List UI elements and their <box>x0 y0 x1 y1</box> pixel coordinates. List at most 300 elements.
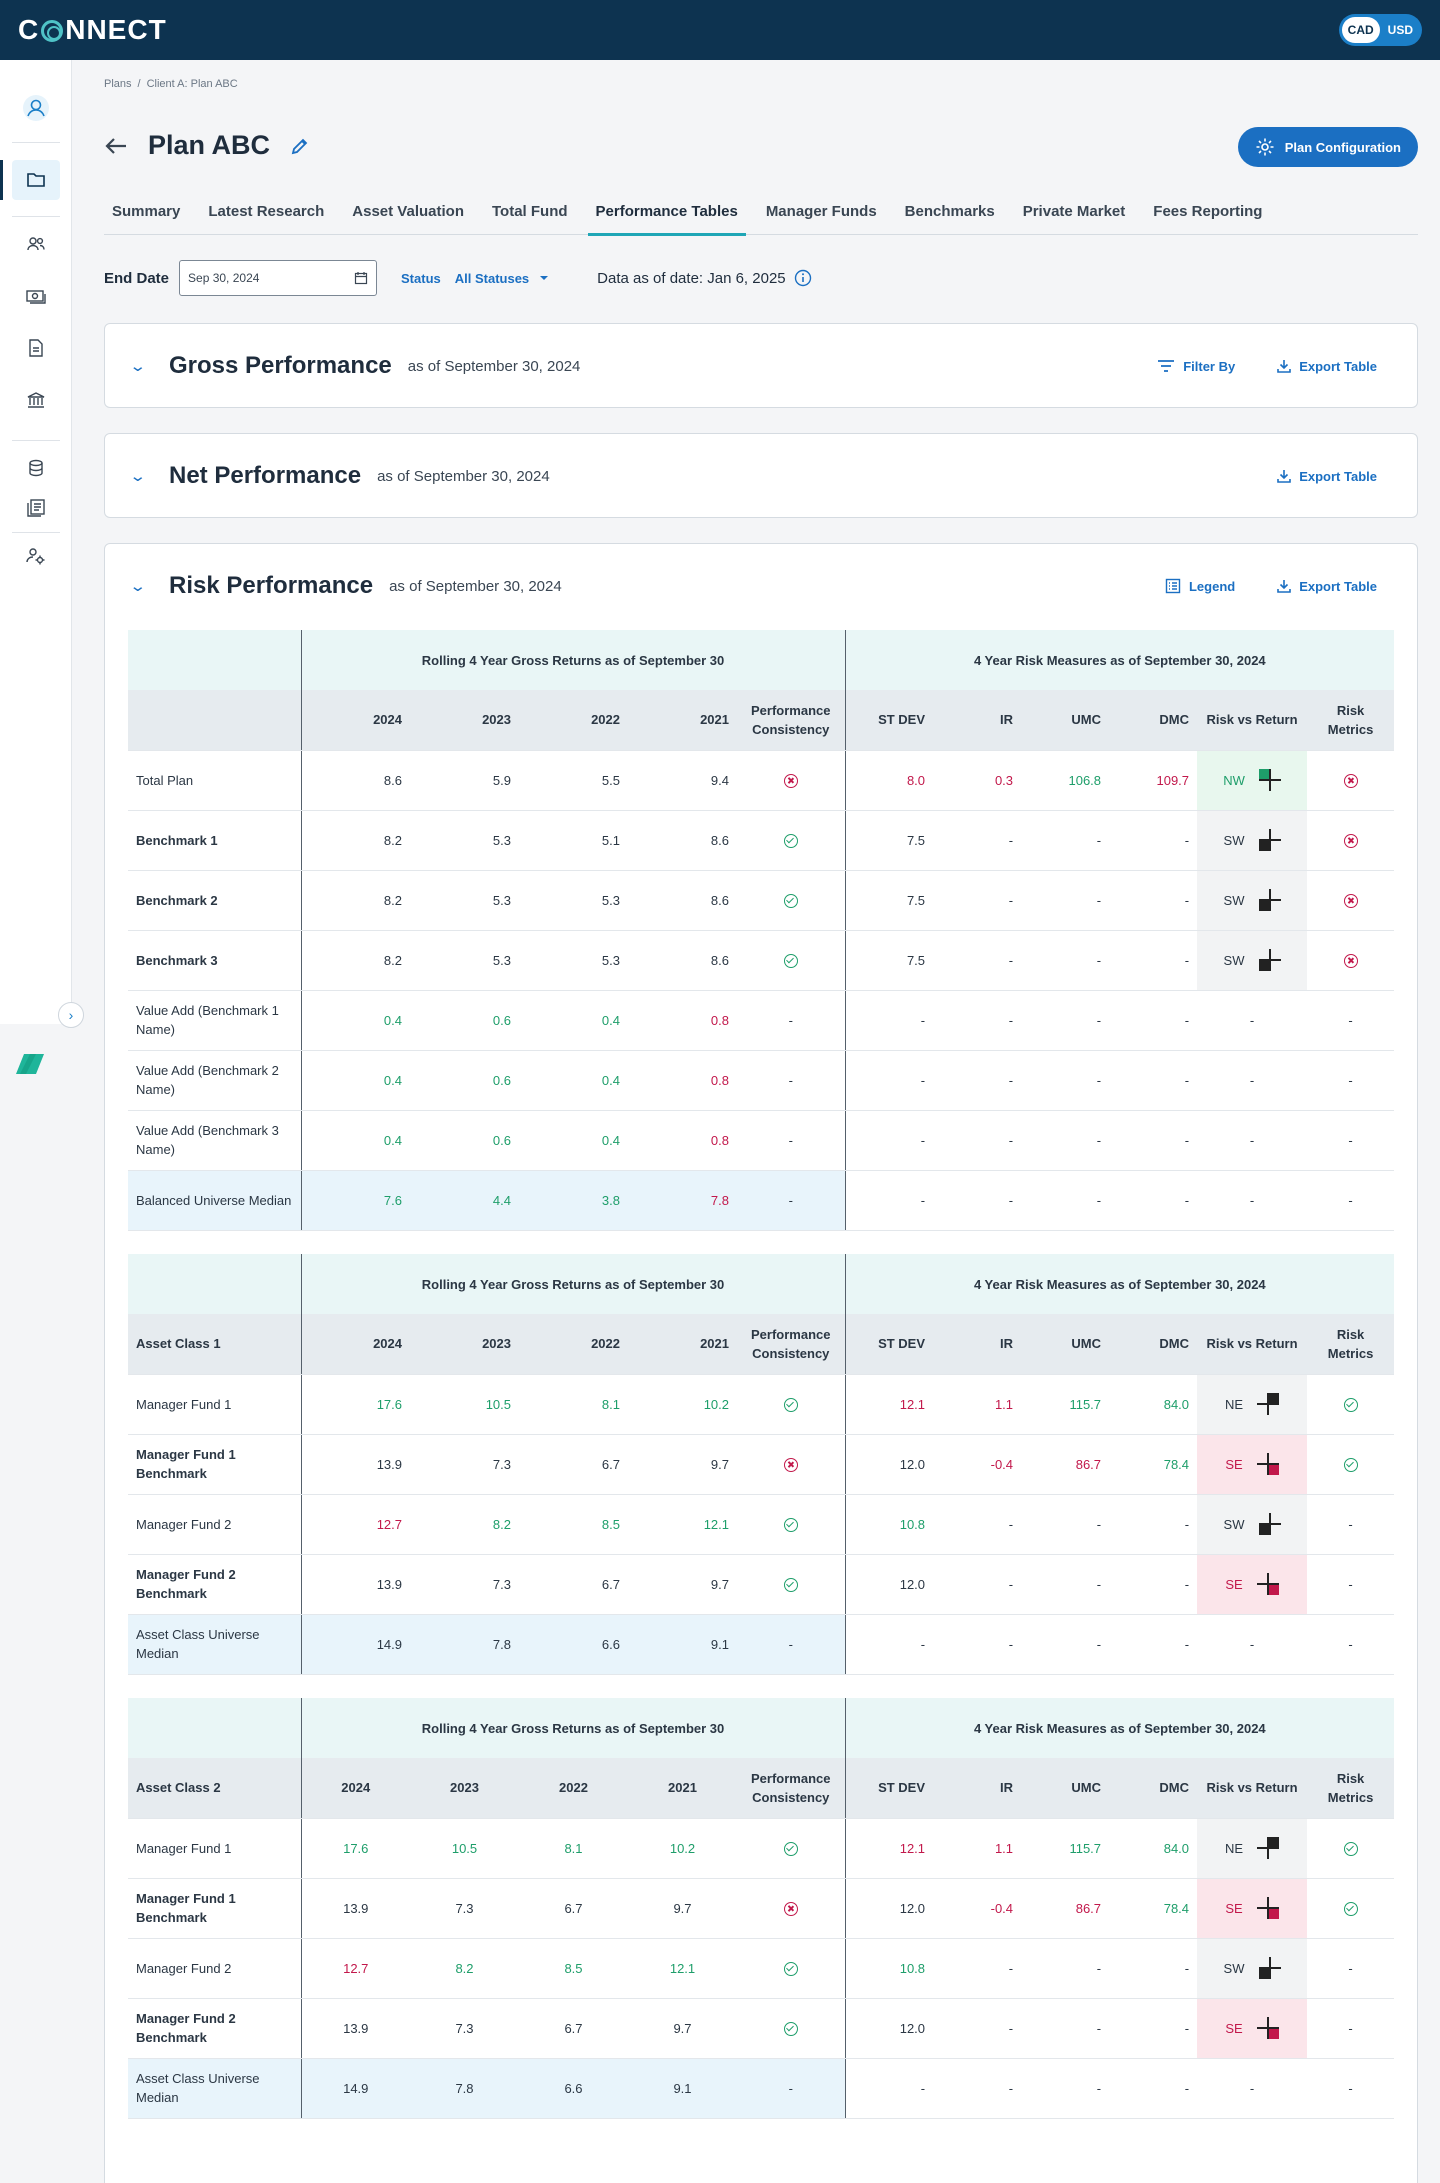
return-cell: 0.6 <box>410 1050 519 1110</box>
performance-consistency-cell <box>737 930 845 990</box>
return-cell: 4.4 <box>410 1170 519 1230</box>
sidebar-item-plans[interactable] <box>12 160 60 200</box>
row-label: Manager Fund 2 Benchmark <box>128 1998 301 2058</box>
table-row[interactable] <box>128 810 1394 870</box>
stdev-cell: 12.1 <box>845 1374 933 1434</box>
quadrant-icon <box>1259 949 1281 971</box>
return-cell: 5.3 <box>410 810 519 870</box>
column-header[interactable]: 2022 <box>519 690 628 750</box>
table-row[interactable] <box>128 870 1394 930</box>
row-label: Value Add (Benchmark 3 Name) <box>128 1110 301 1170</box>
return-cell: 7.3 <box>410 1878 519 1938</box>
ir-cell: - <box>933 1998 1021 2058</box>
quadrant-fill <box>1269 1393 1279 1403</box>
page-title: Plan ABC <box>148 130 271 160</box>
table-row[interactable] <box>128 1170 1394 1230</box>
table-corner-empty <box>128 1698 301 1758</box>
chevron-down-icon[interactable]: ⌄ <box>129 358 147 375</box>
risk-metrics-cell: - <box>1307 1110 1394 1170</box>
table-group-header-row <box>128 1698 1394 1758</box>
risk-performance-title: Risk Performance <box>169 572 374 599</box>
quadrant-fill <box>1259 1969 1269 1979</box>
table-row[interactable] <box>128 1818 1394 1878</box>
table-corner-empty <box>128 630 301 690</box>
column-header[interactable]: Risk vs Return <box>1197 690 1307 750</box>
x-circle-icon <box>784 1902 798 1916</box>
bank-icon <box>26 390 46 410</box>
table-row[interactable] <box>128 930 1394 990</box>
check-circle-icon <box>1344 1458 1358 1472</box>
return-cell: 5.5 <box>519 750 628 810</box>
risk-vs-return-cell <box>1197 1878 1307 1938</box>
ir-cell: - <box>933 810 1021 870</box>
tab-fees-reporting[interactable]: Fees Reporting <box>1153 203 1263 220</box>
quadrant-fill <box>1259 769 1269 779</box>
top-bar <box>0 0 1440 60</box>
return-cell: 17.6 <box>301 1374 410 1434</box>
ir-cell: 0.3 <box>933 750 1021 810</box>
export-table-label: Export Table <box>1299 358 1377 374</box>
return-cell: 9.7 <box>628 1554 737 1614</box>
quadrant-icon <box>1259 1957 1281 1979</box>
quadrant-fill <box>1269 1585 1279 1595</box>
app-logo[interactable] <box>18 14 167 46</box>
table-corner-label <box>128 690 301 750</box>
risk-vs-return-cell <box>1197 1374 1307 1434</box>
currency-cad[interactable]: CAD <box>1342 17 1380 43</box>
dmc-cell: - <box>1109 1998 1197 2058</box>
return-cell: 6.6 <box>519 1614 628 1674</box>
stdev-cell: 12.0 <box>845 1554 933 1614</box>
return-cell: 14.9 <box>301 2058 410 2118</box>
status-label: Status <box>401 270 441 286</box>
tab-manager-funds[interactable]: Manager Funds <box>765 203 877 220</box>
stdev-cell: 12.0 <box>845 1434 933 1494</box>
group-header-risk-measures: 4 Year Risk Measures as of September 30, 2024 <box>845 630 1394 690</box>
table-row[interactable] <box>128 1434 1394 1494</box>
return-cell: 0.4 <box>301 1050 410 1110</box>
umc-cell: - <box>1021 810 1109 870</box>
umc-cell: 115.7 <box>1021 1374 1109 1434</box>
column-header[interactable]: ST DEV <box>845 690 933 750</box>
net-performance-header[interactable] <box>105 434 1417 518</box>
document-icon <box>27 338 45 358</box>
column-header[interactable]: Risk Metrics <box>1307 1314 1394 1374</box>
brand-mark-icon <box>16 1052 46 1076</box>
return-cell: 7.8 <box>628 1170 737 1230</box>
tab-summary[interactable]: Summary <box>112 203 181 220</box>
sidebar-item-documents[interactable] <box>12 328 60 368</box>
tab-bar <box>104 195 1418 235</box>
table-row[interactable] <box>128 1998 1394 2058</box>
ir-cell: - <box>933 870 1021 930</box>
currency-usd[interactable]: USD <box>1387 23 1413 37</box>
column-header[interactable]: Risk Metrics <box>1307 1758 1394 1818</box>
ir-cell: -0.4 <box>933 1434 1021 1494</box>
dmc-cell: 84.0 <box>1109 1818 1197 1878</box>
risk-metrics-cell: - <box>1307 1998 1394 2058</box>
risk-vs-return-cell: - <box>1197 2058 1307 2118</box>
sidebar-item-institutions[interactable] <box>12 380 60 420</box>
gear-icon <box>1255 137 1275 157</box>
column-header[interactable]: 2024 <box>301 1314 410 1374</box>
table-row[interactable] <box>128 1494 1394 1554</box>
table-row[interactable] <box>128 1614 1394 1674</box>
column-header[interactable]: IR <box>933 690 1021 750</box>
filter-icon <box>1157 359 1175 373</box>
column-header[interactable]: Performance Consistency <box>737 690 845 750</box>
currency-toggle[interactable] <box>1339 14 1422 46</box>
dmc-cell: - <box>1109 1938 1197 1998</box>
umc-cell: - <box>1021 1050 1109 1110</box>
tab-total-fund[interactable]: Total Fund <box>491 203 568 220</box>
check-circle-icon <box>1344 1902 1358 1916</box>
column-header[interactable]: DMC <box>1109 690 1197 750</box>
risk-metrics-cell <box>1307 930 1394 990</box>
return-cell: 5.1 <box>519 810 628 870</box>
column-header[interactable]: UMC <box>1021 1314 1109 1374</box>
check-circle-icon <box>784 894 798 908</box>
risk-vs-return-wrap <box>1205 1573 1299 1595</box>
export-table-button[interactable] <box>1277 469 1377 484</box>
chevron-down-icon[interactable]: ⌄ <box>129 468 147 485</box>
column-header[interactable]: Performance Consistency <box>737 1314 845 1374</box>
column-header[interactable]: IR <box>933 1758 1021 1818</box>
risk-vs-return-cell <box>1197 1818 1307 1878</box>
column-header[interactable]: 2022 <box>519 1314 628 1374</box>
risk-metrics-cell: - <box>1307 1614 1394 1674</box>
return-cell: 5.3 <box>410 870 519 930</box>
row-label: Total Plan <box>128 750 301 810</box>
stdev-cell: - <box>845 2058 933 2118</box>
table-row[interactable] <box>128 1878 1394 1938</box>
check-circle-icon <box>784 1518 798 1532</box>
risk-performance-asof: as of September 30, 2024 <box>389 577 562 595</box>
stdev-cell: - <box>845 1050 933 1110</box>
risk-metrics-cell <box>1307 1434 1394 1494</box>
filter-bar <box>104 260 1418 296</box>
performance-consistency-cell <box>737 1374 845 1434</box>
return-cell: 8.6 <box>628 810 737 870</box>
umc-cell: - <box>1021 990 1109 1050</box>
ir-cell: - <box>933 1110 1021 1170</box>
performance-consistency-cell <box>737 1554 845 1614</box>
quadrant-fill <box>1259 1525 1269 1535</box>
return-cell: 8.5 <box>519 1494 628 1554</box>
dropdown-caret-icon <box>539 275 549 281</box>
table-row[interactable] <box>128 2058 1394 2118</box>
return-cell: 0.8 <box>628 1050 737 1110</box>
column-header[interactable]: Risk vs Return <box>1197 1758 1307 1818</box>
umc-cell: - <box>1021 2058 1109 2118</box>
calendar-icon[interactable] <box>354 271 368 285</box>
ir-cell: - <box>933 990 1021 1050</box>
return-cell: 8.6 <box>301 750 410 810</box>
tab-benchmarks[interactable]: Benchmarks <box>904 203 995 220</box>
plan-configuration-label: Plan Configuration <box>1284 139 1401 155</box>
return-cell: 7.6 <box>301 1170 410 1230</box>
end-date-input[interactable] <box>179 260 377 296</box>
performance-consistency-cell <box>737 870 845 930</box>
sidebar-item-clients[interactable] <box>12 224 60 264</box>
row-label: Asset Class Universe Median <box>128 1614 301 1674</box>
info-icon[interactable] <box>794 269 812 287</box>
risk-metrics-cell: - <box>1307 1938 1394 1998</box>
chevron-down-icon[interactable]: ⌄ <box>129 578 147 595</box>
return-cell: 12.1 <box>628 1494 737 1554</box>
row-label: Benchmark 2 <box>128 870 301 930</box>
risk-metrics-cell: - <box>1307 1554 1394 1614</box>
table-group-header-row <box>128 630 1394 690</box>
sidebar-item-data[interactable] <box>12 448 60 488</box>
risk-vs-return-label: SE <box>1225 1576 1243 1592</box>
tab-private-market[interactable]: Private Market <box>1022 203 1126 220</box>
stdev-cell: 7.5 <box>845 870 933 930</box>
column-header[interactable]: 2023 <box>410 1314 519 1374</box>
x-circle-icon <box>1344 774 1358 788</box>
ir-cell: - <box>933 1554 1021 1614</box>
table-row[interactable] <box>128 990 1394 1050</box>
risk-vs-return-label: SW <box>1223 1960 1245 1976</box>
performance-consistency-cell: - <box>737 990 845 1050</box>
return-cell: 12.1 <box>628 1938 737 1998</box>
return-cell: 7.3 <box>410 1434 519 1494</box>
sidebar-divider <box>12 440 60 441</box>
performance-consistency-cell: - <box>737 1110 845 1170</box>
tab-performance-tables[interactable]: Performance Tables <box>588 195 746 235</box>
table-corner-label: Asset Class 2 <box>128 1758 301 1818</box>
dmc-cell: 78.4 <box>1109 1878 1197 1938</box>
dmc-cell: - <box>1109 870 1197 930</box>
gross-performance-actions <box>1157 324 1377 408</box>
return-cell: 6.7 <box>519 1998 628 2058</box>
risk-vs-return-label: NE <box>1225 1396 1244 1412</box>
check-circle-icon <box>784 2022 798 2036</box>
column-header[interactable]: DMC <box>1109 1758 1197 1818</box>
risk-vs-return-cell <box>1197 1434 1307 1494</box>
risk-vs-return-label: SW <box>1223 1516 1245 1532</box>
dmc-cell: 109.7 <box>1109 750 1197 810</box>
ir-cell: 1.1 <box>933 1374 1021 1434</box>
performance-consistency-cell <box>737 810 845 870</box>
quadrant-icon <box>1257 2017 1279 2039</box>
row-label: Manager Fund 1 <box>128 1374 301 1434</box>
quadrant-icon <box>1259 1513 1281 1535</box>
breadcrumb-current: Client A: Plan ABC <box>146 78 238 90</box>
title-row <box>104 130 310 161</box>
sidebar-divider <box>12 142 60 143</box>
quadrant-icon <box>1259 769 1281 791</box>
risk-vs-return-wrap <box>1205 1837 1299 1859</box>
row-label: Benchmark 3 <box>128 930 301 990</box>
quadrant-icon <box>1257 1453 1279 1475</box>
umc-cell: - <box>1021 870 1109 930</box>
risk-vs-return-cell <box>1197 870 1307 930</box>
chevron-right-icon: › <box>68 1007 74 1023</box>
risk-metrics-cell <box>1307 810 1394 870</box>
risk-vs-return-wrap <box>1205 1453 1299 1475</box>
return-cell: 9.7 <box>628 1878 737 1938</box>
net-performance-actions <box>1277 434 1377 518</box>
table-row[interactable] <box>128 750 1394 810</box>
check-circle-icon <box>784 1398 798 1412</box>
column-header[interactable]: 2022 <box>519 1758 628 1818</box>
check-circle-icon <box>784 1842 798 1856</box>
quadrant-fill <box>1269 1837 1279 1847</box>
quadrant-fill <box>1259 901 1269 911</box>
stdev-cell: 12.0 <box>845 1878 933 1938</box>
sidebar-item-admin[interactable] <box>12 536 60 576</box>
dmc-cell: - <box>1109 1050 1197 1110</box>
performance-consistency-cell <box>737 1434 845 1494</box>
risk-vs-return-cell: - <box>1197 990 1307 1050</box>
legend-button[interactable] <box>1165 578 1235 594</box>
return-cell: 0.8 <box>628 1110 737 1170</box>
column-header[interactable]: 2021 <box>628 1758 737 1818</box>
return-cell: 7.8 <box>410 2058 519 2118</box>
x-circle-icon <box>1344 894 1358 908</box>
group-header-rolling-returns: Rolling 4 Year Gross Returns as of September 30 <box>301 1254 845 1314</box>
dmc-cell: - <box>1109 1170 1197 1230</box>
table-column-header-row <box>128 1758 1394 1818</box>
risk-vs-return-wrap <box>1205 769 1299 791</box>
ir-cell: - <box>933 930 1021 990</box>
folder-icon <box>26 171 46 189</box>
risk-vs-return-label: SW <box>1223 952 1245 968</box>
dmc-cell: - <box>1109 810 1197 870</box>
legend-label: Legend <box>1188 578 1236 594</box>
umc-cell: - <box>1021 1614 1109 1674</box>
back-arrow-icon[interactable] <box>104 136 128 156</box>
tab-asset-valuation[interactable]: Asset Valuation <box>352 203 464 220</box>
ir-cell: -0.4 <box>933 1878 1021 1938</box>
umc-cell: - <box>1021 1110 1109 1170</box>
risk-vs-return-label: SW <box>1223 892 1245 908</box>
table-row[interactable] <box>128 1110 1394 1170</box>
risk-metrics-cell <box>1307 870 1394 930</box>
tab-latest-research[interactable]: Latest Research <box>208 203 325 220</box>
return-cell: 8.6 <box>628 930 737 990</box>
risk-vs-return-label: NW <box>1223 772 1245 788</box>
performance-consistency-cell: - <box>737 1050 845 1110</box>
return-cell: 5.3 <box>519 930 628 990</box>
filter-by-button[interactable] <box>1157 359 1235 374</box>
stdev-cell: - <box>845 990 933 1050</box>
quadrant-icon <box>1257 1837 1279 1859</box>
plan-configuration-button[interactable] <box>1238 127 1418 167</box>
column-header[interactable]: 2024 <box>301 690 410 750</box>
net-performance-card <box>104 433 1418 518</box>
dmc-cell: - <box>1109 1110 1197 1170</box>
return-cell: 0.6 <box>410 1110 519 1170</box>
dmc-cell: - <box>1109 930 1197 990</box>
column-header[interactable]: 2023 <box>410 690 519 750</box>
legend-icon <box>1165 578 1181 594</box>
table-row[interactable] <box>128 1938 1394 1998</box>
logo-ring-icon <box>41 20 63 42</box>
sidebar-item-library[interactable] <box>12 488 60 528</box>
return-cell: 13.9 <box>301 1554 410 1614</box>
quadrant-icon <box>1259 889 1281 911</box>
end-date-value: Sep 30, 2024 <box>188 271 260 285</box>
table-row[interactable] <box>128 1374 1394 1434</box>
export-table-button[interactable] <box>1277 579 1377 594</box>
column-header[interactable]: Risk Metrics <box>1307 690 1394 750</box>
risk-vs-return-wrap <box>1205 889 1299 911</box>
data-as-of-text: Data as of date: Jan 6, 2025 <box>597 269 786 287</box>
sidebar-item-funds[interactable] <box>12 276 60 316</box>
return-cell: 7.3 <box>410 1554 519 1614</box>
pencil-icon[interactable] <box>290 136 310 156</box>
column-header[interactable]: 2024 <box>301 1758 410 1818</box>
check-circle-icon <box>784 834 798 848</box>
column-header[interactable]: 2021 <box>628 690 737 750</box>
download-icon <box>1277 579 1291 593</box>
return-cell: 8.1 <box>519 1374 628 1434</box>
row-label: Manager Fund 2 <box>128 1494 301 1554</box>
ir-cell: 1.1 <box>933 1818 1021 1878</box>
table-row[interactable] <box>128 1554 1394 1614</box>
umc-cell: 106.8 <box>1021 750 1109 810</box>
umc-cell: 86.7 <box>1021 1878 1109 1938</box>
quadrant-fill <box>1259 961 1269 971</box>
umc-cell: - <box>1021 1938 1109 1998</box>
column-header[interactable]: 2023 <box>410 1758 519 1818</box>
sidebar-profile[interactable] <box>12 88 60 128</box>
stdev-cell: 12.1 <box>845 1818 933 1878</box>
risk-vs-return-cell <box>1197 930 1307 990</box>
return-cell: 14.9 <box>301 1614 410 1674</box>
column-header[interactable]: UMC <box>1021 1758 1109 1818</box>
column-header[interactable]: 2021 <box>628 1314 737 1374</box>
stdev-cell: 12.0 <box>845 1998 933 2058</box>
return-cell: 10.5 <box>410 1818 519 1878</box>
column-header[interactable]: UMC <box>1021 690 1109 750</box>
return-cell: 12.7 <box>301 1494 410 1554</box>
table-row[interactable] <box>128 1050 1394 1110</box>
column-header[interactable]: DMC <box>1109 1314 1197 1374</box>
column-header[interactable]: IR <box>933 1314 1021 1374</box>
sidebar-expand-button[interactable] <box>58 1002 84 1028</box>
row-label: Asset Class Universe Median <box>128 2058 301 2118</box>
check-circle-icon <box>784 1962 798 1976</box>
ir-cell: - <box>933 1494 1021 1554</box>
status-dropdown[interactable] <box>455 271 549 286</box>
dmc-cell: - <box>1109 990 1197 1050</box>
admin-icon <box>25 546 47 566</box>
ir-cell: - <box>933 1614 1021 1674</box>
download-icon <box>1277 469 1291 483</box>
column-header[interactable]: ST DEV <box>845 1314 933 1374</box>
risk-vs-return-cell: - <box>1197 1050 1307 1110</box>
column-header[interactable]: Performance Consistency <box>737 1758 845 1818</box>
column-header[interactable]: Risk vs Return <box>1197 1314 1307 1374</box>
risk-metrics-cell: - <box>1307 990 1394 1050</box>
column-header[interactable]: ST DEV <box>845 1758 933 1818</box>
return-cell: 13.9 <box>301 1998 410 2058</box>
breadcrumb-plans[interactable]: Plans <box>104 78 132 90</box>
return-cell: 6.7 <box>519 1878 628 1938</box>
breadcrumb-separator: / <box>137 78 141 90</box>
table-corner-label: Asset Class 1 <box>128 1314 301 1374</box>
performance-consistency-cell <box>737 1818 845 1878</box>
risk-metrics-cell <box>1307 1374 1394 1434</box>
risk-vs-return-label: SE <box>1225 2020 1243 2036</box>
group-header-risk-measures: 4 Year Risk Measures as of September 30, 2024 <box>845 1698 1394 1758</box>
export-table-button[interactable] <box>1277 359 1377 374</box>
return-cell: 10.5 <box>410 1374 519 1434</box>
return-cell: 7.8 <box>410 1614 519 1674</box>
